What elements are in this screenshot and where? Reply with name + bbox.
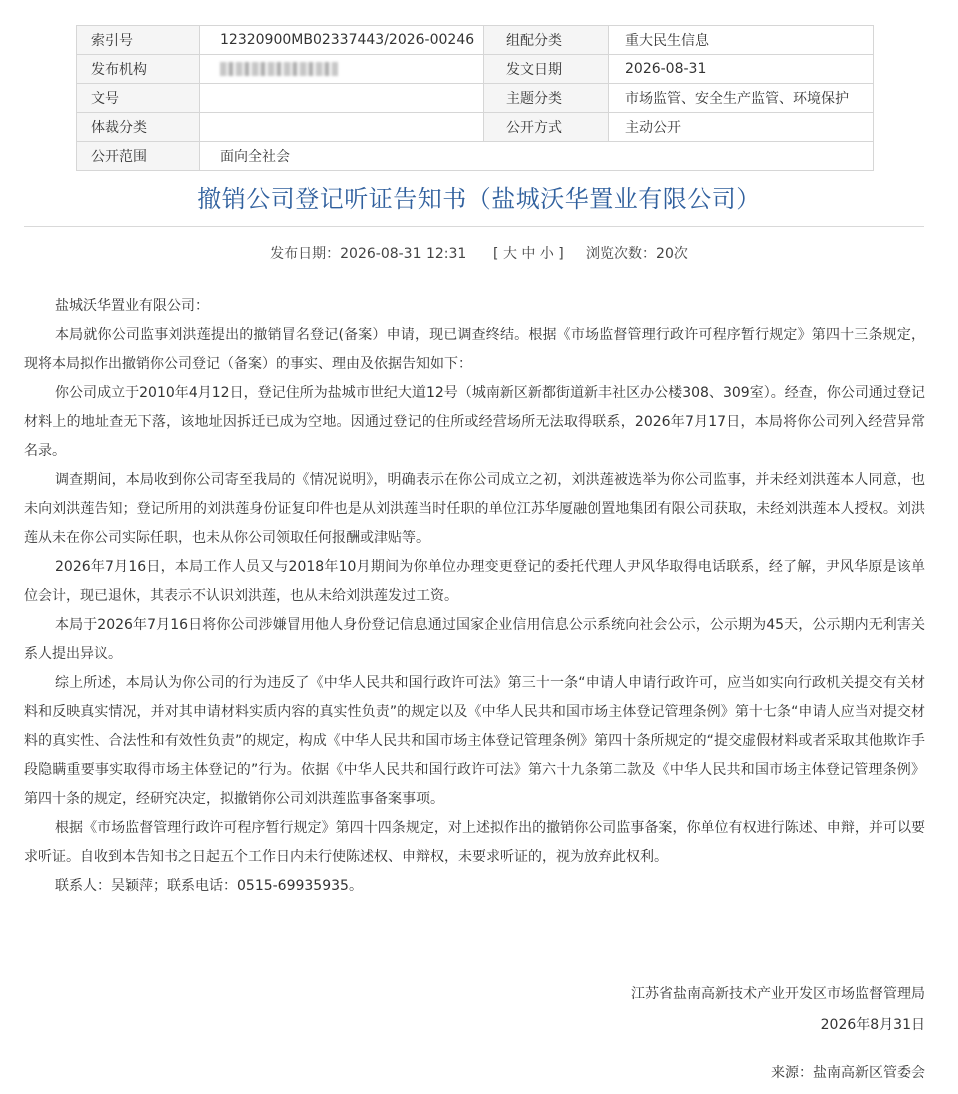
metadata-table (76, 25, 874, 171)
metadata-row (77, 55, 874, 84)
docno-label: 文号 (77, 84, 200, 113)
bracket-close: ] (553, 246, 564, 262)
scope-value: 面向全社会 (200, 142, 874, 171)
font-medium-link[interactable]: 中 (521, 246, 536, 262)
publish-date: 发布日期：2026-08-31 12:31 (270, 246, 467, 262)
scope-label: 公开范围 (77, 142, 200, 171)
disclosure-value: 主动公开 (609, 113, 874, 142)
view-count: 浏览次数：20次 (586, 246, 688, 262)
signing-date: 2026年8月31日 (820, 1017, 925, 1033)
index-label: 索引号 (77, 26, 200, 55)
article-title: 撤销公司登记听证告知书（盐城沃华置业有限公司） (197, 185, 761, 213)
docno-value (200, 84, 484, 113)
date-label: 发文日期 (484, 55, 609, 84)
article-info (0, 243, 958, 263)
article-source: 来源：盐南高新区管委会 (771, 1065, 925, 1081)
body-paragraph: 你公司成立于2010年4月12日，登记住所为盐城市世纪大道12号（城南新区新都街道新丰社区办公楼308、309室）。经查，你公司通过登记材料上的地址查无下落，该地址因拆迁已成为空地。因通过登记的住所或经营场所无法取得联系，2026年7月17日，本局将你公司列入经营异常名录。 (24, 385, 925, 459)
metadata-row (77, 84, 874, 113)
font-small-link[interactable]: 小 (539, 246, 554, 262)
contact-line: 联系人：吴颖萍；联系电话：0515-69935935。 (55, 878, 363, 894)
issuer-label: 发布机构 (77, 55, 200, 84)
font-large-link[interactable]: 大 (502, 246, 517, 262)
body-paragraph: 本局于2026年7月16日将你公司涉嫌冒用他人身份登记信息通过国家企业信用信息公示系统向社会公示，公示期为45天，公示期内无利害关系人提出异议。 (24, 617, 925, 662)
metadata-row (77, 142, 874, 171)
article-body (24, 292, 925, 901)
metadata-row (77, 26, 874, 55)
genre-value (200, 113, 484, 142)
bracket-open: [ (493, 246, 503, 262)
index-value: 12320900MB02337443/2026-00246 (200, 26, 484, 55)
body-paragraph: 根据《市场监督管理行政许可程序暂行规定》第四十四条规定，对上述拟作出的撤销你公司监事备案，你单位有权进行陈述、申辩，并可以要求听证。自收到本告知书之日起五个工作日内未行使陈述权、申辩权，未要求听证的，视为放弃此权利。 (24, 820, 925, 865)
disclosure-label: 公开方式 (484, 113, 609, 142)
topic-label: 主题分类 (484, 84, 609, 113)
topic-value: 市场监管、安全生产监管、环境保护 (609, 84, 874, 113)
issuer-value (200, 55, 484, 84)
body-paragraph: 本局就你公司监事刘洪莲提出的撤销冒名登记(备案）申请，现已调查终结。根据《市场监督管理行政许可程序暂行规定》第四十三条规定，现将本局拟作出撤销你公司登记（备案）的事实、理由及依据告知如下： (24, 327, 925, 372)
body-paragraph: 调查期间，本局收到你公司寄至我局的《情况说明》，明确表示在你公司成立之初，刘洪莲被选举为你公司监事，并未经刘洪莲本人同意，也未向刘洪莲告知；登记所用的刘洪莲身份证复印件也是从刘洪莲当时任职的单位江苏华厦融创置地集团有限公司获取，未经刘洪莲本人授权。刘洪莲从未在你公司实际任职，也未从你公司领取任何报酬或津贴等。 (24, 472, 925, 546)
font-size-controls (493, 246, 564, 262)
body-paragraph: 2026年7月16日，本局工作人员又与2018年10月期间为你单位办理变更登记的委托代理人尹风华取得电话联系，经了解，尹风华原是该单位会计，现已退休，其表示不认识刘洪莲，也从未给刘洪莲发过工资。 (24, 559, 925, 604)
date-value: 2026-08-31 (609, 55, 874, 84)
body-paragraph: 综上所述，本局认为你公司的行为违反了《中华人民共和国行政许可法》第三十一条“申请人申请行政许可，应当如实向行政机关提交有关材料和反映真实情况，并对其申请材料实质内容的真实性负责”的规定以及《中华人民共和国市场主体登记管理条例》第十七条“申请人应当对提交材料的真实性、合法性和有效性负责”的规定，构成《中华人民共和国市场主体登记管理条例》第四十条所规定的“提交虚假材料或者采取其他欺诈手段隐瞒重要事实取得市场主体登记的”行为。依据《中华人民共和国行政许可法》第六十九条第二款及《中华人民共和国市场主体登记管理条例》第四十条的规定，经研究决定，拟撤销你公司刘洪莲监事备案事项。 (24, 675, 925, 807)
redacted-text (220, 62, 338, 76)
signing-organization: 江苏省盐南高新技术产业开发区市场监督管理局 (631, 986, 925, 1002)
divider (24, 226, 924, 227)
category-value: 重大民生信息 (609, 26, 874, 55)
salutation: 盐城沃华置业有限公司： (55, 298, 209, 314)
genre-label: 体裁分类 (77, 113, 200, 142)
category-label: 组配分类 (484, 26, 609, 55)
metadata-row (77, 113, 874, 142)
